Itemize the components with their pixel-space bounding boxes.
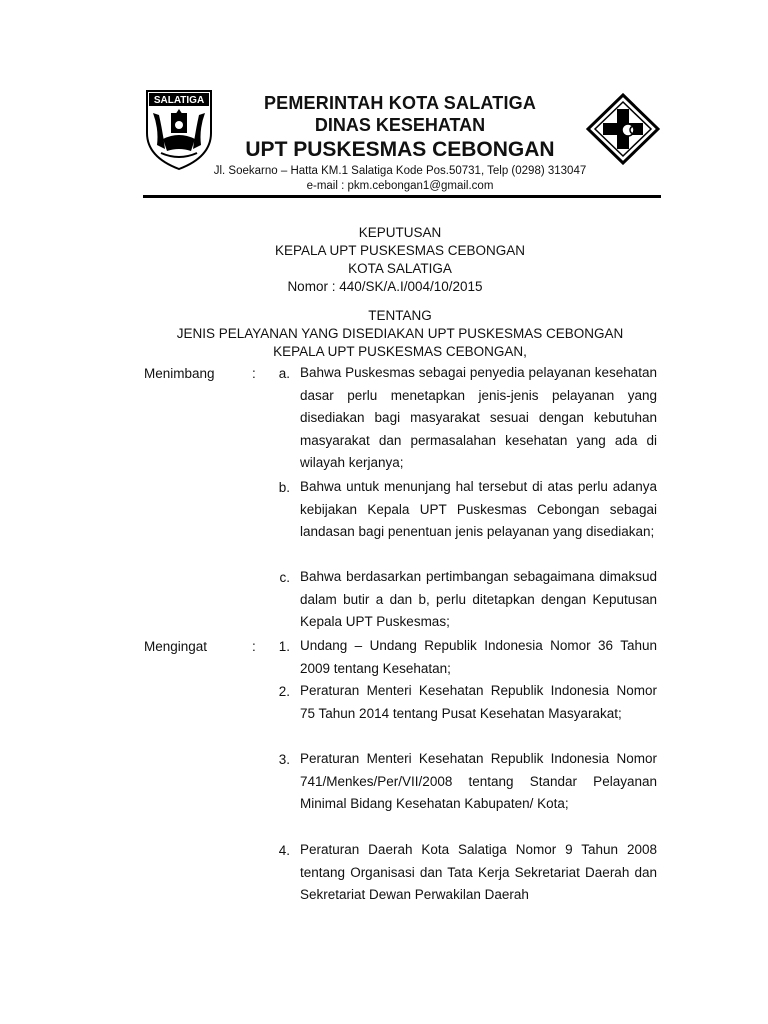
mengingat-item-mark: 3.: [278, 752, 290, 767]
mengingat-item-mark: 1.: [278, 639, 290, 654]
decree-about-label: TENTANG: [368, 308, 432, 323]
menimbang-item-mark: c.: [279, 570, 290, 585]
decree-city: KOTA SALATIGA: [348, 261, 452, 276]
menimbang-label: Menimbang: [144, 366, 215, 381]
decree-subject: JENIS PELAYANAN YANG DISEDIAKAN UPT PUSKESMAS CEBONGAN: [176, 326, 624, 341]
puskesmas-cross-logo: [586, 93, 660, 165]
decree-number: Nomor : 440/SK/A.I/004/10/2015: [287, 279, 483, 294]
letterhead-address: Jl. Soekarno – Hatta KM.1 Salatiga Kode Pos.50731, Telp (0298) 313047: [213, 165, 587, 177]
mengingat-item-text: Peraturan Menteri Kesehatan Republik Indonesia Nomor 75 Tahun 2014 tentang Pusat Kesehatan Masyarakat;: [300, 683, 657, 721]
emblem-text: SALATIGA: [153, 95, 205, 106]
letterhead-institution: UPT PUSKESMAS CEBONGAN: [245, 138, 555, 161]
letterhead-divider: [143, 195, 661, 198]
mengingat-item-text: Peraturan Menteri Kesehatan Republik Indonesia Nomor 741/Menkes/Per/VII/2008 tentang Standar Pelayanan Minimal Bidang Kesehatan Kabupaten/ Kota;: [300, 751, 657, 811]
decree-heading: KEPUTUSAN: [358, 225, 442, 240]
mengingat-colon: :: [252, 639, 256, 654]
menimbang-item-text: Bahwa Puskesmas sebagai penyedia pelayanan kesehatan dasar perlu menetapkan jenis-jenis pelayanan yang disediakan bagi masyarakat sesuai dengan kebutuhan masyarakat dan permasalahan kesehatan yang ada di wilayah kerjanya;: [300, 365, 657, 470]
mengingat-item-mark: 4.: [278, 843, 290, 858]
menimbang-item-mark: b.: [278, 480, 290, 495]
menimbang-colon: :: [252, 366, 256, 381]
mengingat-label: Mengingat: [144, 639, 208, 654]
mengingat-item-text: Peraturan Daerah Kota Salatiga Nomor 9 Tahun 2008 tentang Organisasi dan Tata Kerja Sekretariat Daerah dan Sekretariat Dewan Perwakilan Daerah: [300, 842, 657, 902]
menimbang-item-text: Bahwa untuk menunjang hal tersebut di atas perlu adanya kebijakan Kepala UPT Puskesmas Cebongan sebagai landasan bagi penentuan jenis pelayanan yang disediakan;: [300, 479, 657, 539]
decree-issuer: KEPALA UPT PUSKESMAS CEBONGAN: [274, 243, 526, 258]
mengingat-item-mark: 2.: [278, 684, 290, 699]
letterhead-government: PEMERINTAH KOTA SALATIGA: [263, 93, 537, 113]
mengingat-item-text: Undang – Undang Republik Indonesia Nomor 36 Tahun 2009 tentang Kesehatan;: [300, 638, 657, 676]
letterhead-department: DINAS KESEHATAN: [314, 115, 486, 135]
menimbang-item-text: Bahwa berdasarkan pertimbangan sebagaimana dimaksud dalam butir a dan b, perlu ditetapkan dengan Keputusan Kepala UPT Puskesmas;: [300, 569, 657, 629]
decree-signatory-line: KEPALA UPT PUSKESMAS CEBONGAN,: [273, 344, 527, 359]
menimbang-item-mark: a.: [278, 366, 290, 381]
letterhead-email: e-mail : pkm.cebongan1@gmail.com: [306, 180, 494, 192]
